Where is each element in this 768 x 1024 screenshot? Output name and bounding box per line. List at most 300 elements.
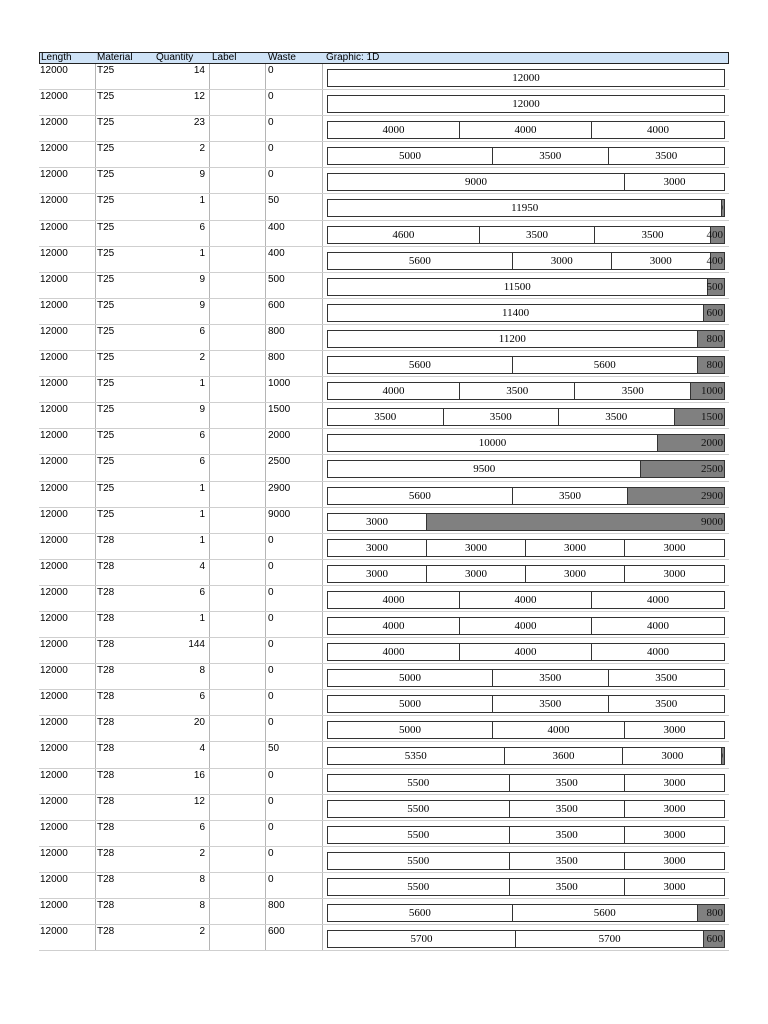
cell-length: 12000: [40, 534, 68, 546]
column-divider: [265, 821, 266, 846]
column-divider: [209, 455, 210, 480]
table-row: [39, 377, 729, 403]
waste-segment: 800: [698, 331, 724, 347]
cell-waste: 600: [268, 926, 285, 938]
waste-segment: 800: [698, 905, 724, 921]
cell-material: T25: [97, 482, 115, 494]
column-divider: [95, 873, 96, 898]
column-divider: [322, 90, 323, 115]
cell-waste: 800: [268, 352, 285, 364]
cell-waste: 0: [268, 586, 274, 598]
column-divider: [322, 508, 323, 533]
column-divider: [265, 769, 266, 794]
column-divider: [209, 716, 210, 741]
cell-quantity: 6: [199, 691, 205, 703]
cell-length: 12000: [40, 404, 68, 416]
cut-piece: 4000: [646, 646, 669, 659]
table-row: [39, 586, 729, 612]
cell-waste: 50: [268, 195, 280, 207]
cut-piece: 3000: [663, 724, 686, 737]
cell-length: 12000: [40, 743, 68, 755]
table-header: [39, 52, 729, 64]
table-row: [39, 325, 729, 351]
table-row: [39, 925, 729, 951]
cell-quantity: 2: [199, 143, 205, 155]
column-divider: [95, 716, 96, 741]
column-divider: [209, 116, 210, 141]
cell-quantity: 1: [199, 195, 205, 207]
column-divider: [322, 377, 323, 402]
cut-piece: 3500: [655, 698, 678, 711]
cell-material: T25: [97, 169, 115, 181]
cut-piece: 5500: [328, 827, 510, 843]
cell-quantity: 9: [199, 169, 205, 181]
header-material: Material: [97, 52, 133, 63]
cut-piece: 9000: [328, 174, 625, 190]
cut-graphic-bar: [327, 382, 725, 400]
cut-piece: 3000: [663, 828, 686, 841]
cell-quantity: 2: [199, 847, 205, 859]
cell-waste: 50: [268, 743, 280, 755]
column-divider: [209, 638, 210, 663]
column-divider: [322, 742, 323, 767]
column-divider: [322, 560, 323, 585]
cut-graphic-bar: [327, 695, 725, 713]
cell-material: T28: [97, 691, 115, 703]
cut-piece: 12000: [512, 72, 540, 84]
cell-quantity: 6: [199, 456, 205, 468]
cut-piece: 5600: [328, 253, 513, 269]
cut-piece: 4000: [328, 383, 460, 399]
cut-graphic-bar: [327, 304, 725, 322]
column-divider: [265, 403, 266, 428]
column-divider: [95, 560, 96, 585]
table-row: [39, 168, 729, 194]
column-divider: [322, 273, 323, 298]
column-divider: [322, 821, 323, 846]
table-row: [39, 795, 729, 821]
cut-piece: 3500: [510, 827, 626, 843]
cell-quantity: 6: [199, 586, 205, 598]
cell-length: 12000: [40, 795, 68, 807]
cut-piece: 4000: [646, 593, 669, 606]
cell-quantity: 8: [199, 900, 205, 911]
column-divider: [265, 716, 266, 741]
cell-material: T25: [97, 299, 115, 311]
table-row: [39, 221, 729, 247]
cell-quantity: 144: [188, 639, 205, 651]
column-divider: [209, 168, 210, 193]
cell-material: T28: [97, 534, 115, 546]
column-divider: [322, 299, 323, 324]
cut-piece: 5000: [328, 670, 493, 686]
column-divider: [265, 90, 266, 115]
cut-piece: 3500: [513, 488, 629, 504]
header-graphic: Graphic: 1D: [326, 52, 380, 63]
cell-material: T25: [97, 456, 115, 468]
column-divider: [322, 403, 323, 428]
cut-piece: 3500: [595, 227, 711, 243]
column-divider: [265, 351, 266, 376]
cut-piece: 3000: [513, 253, 612, 269]
column-divider: [209, 664, 210, 689]
column-divider: [209, 429, 210, 454]
column-divider: [95, 769, 96, 794]
cell-quantity: 1: [199, 482, 205, 494]
cut-graphic-bar: [327, 199, 725, 217]
cut-graphic-bar: [327, 408, 725, 426]
cut-graphic-bar: [327, 69, 725, 87]
table-row: [39, 560, 729, 586]
cut-graphic-bar: [327, 330, 725, 348]
cut-piece: 5700: [516, 931, 704, 947]
cell-length: 12000: [40, 560, 68, 572]
cut-piece: 4000: [328, 644, 460, 660]
cut-piece: 3500: [510, 801, 626, 817]
cell-waste: 0: [268, 691, 274, 703]
column-divider: [95, 116, 96, 141]
cut-graphic-bar: [327, 878, 725, 896]
column-divider: [209, 612, 210, 637]
column-divider: [95, 247, 96, 272]
cell-length: 12000: [40, 143, 68, 155]
cut-piece: 5000: [328, 148, 493, 164]
cut-graphic-bar: [327, 147, 725, 165]
column-divider: [265, 586, 266, 611]
cell-length: 12000: [40, 65, 68, 76]
column-divider: [95, 64, 96, 89]
cut-piece: 3500: [510, 853, 626, 869]
cut-graphic-bar: [327, 643, 725, 661]
cell-waste: 800: [268, 325, 285, 337]
column-divider: [209, 586, 210, 611]
cell-quantity: 1: [199, 247, 205, 259]
cell-material: T25: [97, 143, 115, 155]
table-row: [39, 90, 729, 116]
column-divider: [322, 690, 323, 715]
cell-length: 12000: [40, 352, 68, 364]
waste-segment: 800: [698, 357, 724, 373]
column-divider: [322, 612, 323, 637]
column-divider: [209, 821, 210, 846]
cut-piece: 5500: [328, 879, 510, 895]
column-divider: [209, 273, 210, 298]
cut-piece: 3500: [480, 227, 596, 243]
cut-piece: 4000: [328, 592, 460, 608]
cell-material: T25: [97, 117, 115, 129]
cell-material: T28: [97, 639, 115, 651]
table-row: [39, 899, 729, 925]
column-divider: [322, 325, 323, 350]
waste-segment: 1500: [675, 409, 725, 425]
column-divider: [209, 795, 210, 820]
column-divider: [209, 221, 210, 246]
column-divider: [265, 142, 266, 167]
column-divider: [95, 351, 96, 376]
cell-length: 12000: [40, 482, 68, 494]
table-row: [39, 273, 729, 299]
cell-waste: 800: [268, 900, 285, 911]
cut-graphic-bar: [327, 173, 725, 191]
cell-material: T25: [97, 221, 115, 233]
column-divider: [265, 482, 266, 507]
cell-waste: 0: [268, 612, 274, 624]
cut-graphic-bar: [327, 774, 725, 792]
cell-material: T28: [97, 769, 115, 781]
column-divider: [322, 194, 323, 219]
cell-length: 12000: [40, 430, 68, 442]
cut-piece: 5600: [513, 357, 698, 373]
column-divider: [322, 586, 323, 611]
column-divider: [95, 90, 96, 115]
cut-graphic-bar: [327, 95, 725, 113]
column-divider: [95, 482, 96, 507]
column-divider: [209, 403, 210, 428]
cell-material: T28: [97, 665, 115, 677]
cell-material: T25: [97, 378, 115, 390]
column-divider: [265, 429, 266, 454]
cell-waste: 0: [268, 665, 274, 677]
cell-quantity: 14: [193, 65, 205, 76]
cell-length: 12000: [40, 769, 68, 781]
cut-graphic-bar: [327, 591, 725, 609]
cut-piece: 4000: [328, 618, 460, 634]
cut-piece: 5000: [328, 696, 493, 712]
cut-piece: 5600: [328, 905, 513, 921]
column-divider: [95, 194, 96, 219]
waste-segment: 9000: [427, 514, 724, 530]
waste-segment: 500: [706, 280, 723, 293]
cell-waste: 0: [268, 717, 274, 729]
column-divider: [95, 690, 96, 715]
cell-waste: 0: [268, 821, 274, 833]
cut-piece: 11950: [328, 200, 722, 216]
cut-graphic-bar: [327, 904, 725, 922]
cut-graphic-bar: [327, 487, 725, 505]
column-divider: [209, 142, 210, 167]
cell-material: T28: [97, 847, 115, 859]
cut-piece: 11500: [328, 279, 708, 295]
cut-graphic-bar: [327, 747, 725, 765]
cut-piece: 3000: [526, 540, 625, 556]
column-divider: [322, 847, 323, 872]
column-divider: [209, 377, 210, 402]
column-divider: [265, 664, 266, 689]
cell-waste: 0: [268, 847, 274, 859]
column-divider: [265, 899, 266, 924]
table-row: [39, 64, 729, 90]
cell-quantity: 2: [199, 352, 205, 364]
cell-length: 12000: [40, 717, 68, 729]
table-row: [39, 299, 729, 325]
column-divider: [209, 925, 210, 950]
table-row: [39, 716, 729, 742]
cut-graphic-bar: [327, 356, 725, 374]
column-divider: [322, 247, 323, 272]
cell-waste: 0: [268, 769, 274, 781]
cut-graphic-bar: [327, 513, 725, 531]
cut-graphic-bar: [327, 669, 725, 687]
table-row: [39, 664, 729, 690]
waste-segment: 2900: [628, 488, 724, 504]
table-row: [39, 821, 729, 847]
waste-segment: 2000: [658, 435, 724, 451]
cell-length: 12000: [40, 117, 68, 129]
column-divider: [322, 873, 323, 898]
column-divider: [265, 64, 266, 89]
cut-piece: 9500: [328, 461, 641, 477]
cell-waste: 0: [268, 795, 274, 807]
column-divider: [209, 899, 210, 924]
cell-material: T28: [97, 900, 115, 911]
column-divider: [209, 90, 210, 115]
column-divider: [265, 742, 266, 767]
cut-piece: 3600: [505, 748, 624, 764]
header-waste: Waste: [268, 52, 296, 63]
cut-piece: 3500: [444, 409, 560, 425]
cell-waste: 0: [268, 91, 274, 103]
column-divider: [95, 847, 96, 872]
cell-material: T25: [97, 430, 115, 442]
cut-piece: 10000: [328, 435, 658, 451]
column-divider: [95, 455, 96, 480]
column-divider: [265, 560, 266, 585]
column-divider: [265, 795, 266, 820]
column-divider: [209, 351, 210, 376]
cut-piece: 5500: [328, 775, 510, 791]
column-divider: [209, 482, 210, 507]
column-divider: [322, 351, 323, 376]
column-divider: [265, 325, 266, 350]
header-quantity: Quantity: [156, 52, 194, 63]
cell-quantity: 12: [193, 795, 205, 807]
cut-piece: 3500: [460, 383, 576, 399]
column-divider: [265, 638, 266, 663]
column-divider: [95, 612, 96, 637]
column-divider: [265, 534, 266, 559]
column-divider: [322, 664, 323, 689]
cell-quantity: 4: [199, 743, 205, 755]
cut-piece: 5350: [328, 748, 505, 764]
cut-piece: 3000: [612, 253, 711, 269]
cut-graphic-bar: [327, 721, 725, 739]
cut-piece: 5600: [513, 905, 698, 921]
cut-piece: 11200: [328, 331, 698, 347]
column-divider: [95, 795, 96, 820]
column-divider: [265, 508, 266, 533]
cut-piece: 4000: [460, 618, 592, 634]
cut-piece: 4000: [460, 122, 592, 138]
cell-waste: 0: [268, 534, 274, 546]
cut-piece: 3000: [328, 514, 427, 530]
cut-piece: 3000: [328, 540, 427, 556]
cell-material: T25: [97, 325, 115, 337]
column-divider: [95, 221, 96, 246]
cut-piece: 11400: [328, 305, 704, 321]
cut-piece: 4000: [646, 124, 669, 137]
column-divider: [322, 925, 323, 950]
cell-material: T28: [97, 821, 115, 833]
cell-waste: 2500: [268, 456, 291, 468]
cut-piece: 4000: [328, 122, 460, 138]
cut-graphic-bar: [327, 252, 725, 270]
cell-length: 12000: [40, 639, 68, 651]
cut-piece: 3500: [510, 775, 626, 791]
cell-quantity: 4: [199, 560, 205, 572]
cut-piece: 3500: [655, 672, 678, 685]
cell-material: T28: [97, 717, 115, 729]
cell-quantity: 16: [193, 769, 205, 781]
cut-graphic-bar: [327, 226, 725, 244]
column-divider: [322, 716, 323, 741]
cut-piece: 3500: [493, 670, 609, 686]
table-row: [39, 847, 729, 873]
column-divider: [95, 273, 96, 298]
cell-length: 12000: [40, 586, 68, 598]
cut-piece: 3000: [663, 176, 686, 189]
cut-piece: 4000: [493, 722, 625, 738]
table-row: [39, 690, 729, 716]
cell-quantity: 1: [199, 378, 205, 390]
column-divider: [265, 612, 266, 637]
column-divider: [95, 325, 96, 350]
column-divider: [265, 690, 266, 715]
column-divider: [95, 664, 96, 689]
cell-waste: 0: [268, 143, 274, 155]
cell-material: T28: [97, 873, 115, 885]
cut-piece: 4000: [646, 619, 669, 632]
column-divider: [322, 116, 323, 141]
column-divider: [322, 534, 323, 559]
cell-material: T28: [97, 795, 115, 807]
cell-length: 12000: [40, 691, 68, 703]
table-body: [39, 64, 729, 951]
cell-quantity: 23: [193, 117, 205, 129]
column-divider: [322, 142, 323, 167]
cell-quantity: 9: [199, 273, 205, 285]
cut-graphic-bar: [327, 460, 725, 478]
cell-quantity: 6: [199, 821, 205, 833]
waste-segment: [722, 200, 724, 216]
cell-length: 12000: [40, 299, 68, 311]
cell-length: 12000: [40, 273, 68, 285]
cell-quantity: 6: [199, 221, 205, 233]
column-divider: [95, 742, 96, 767]
cell-length: 12000: [40, 325, 68, 337]
column-divider: [209, 742, 210, 767]
column-divider: [322, 429, 323, 454]
column-divider: [209, 873, 210, 898]
cell-waste: 1000: [268, 378, 291, 390]
waste-segment: 600: [704, 931, 724, 947]
cell-waste: 0: [268, 873, 274, 885]
column-divider: [95, 821, 96, 846]
cell-quantity: 20: [193, 717, 205, 729]
cell-waste: 9000: [268, 508, 291, 520]
cell-length: 12000: [40, 508, 68, 520]
cut-piece: 3500: [510, 879, 626, 895]
cell-material: T25: [97, 273, 115, 285]
column-divider: [95, 638, 96, 663]
column-divider: [209, 299, 210, 324]
cut-piece: 3000: [623, 748, 722, 764]
column-divider: [265, 873, 266, 898]
table-row: [39, 534, 729, 560]
column-divider: [209, 769, 210, 794]
cell-material: T25: [97, 91, 115, 103]
table-row: [39, 612, 729, 638]
column-divider: [265, 377, 266, 402]
